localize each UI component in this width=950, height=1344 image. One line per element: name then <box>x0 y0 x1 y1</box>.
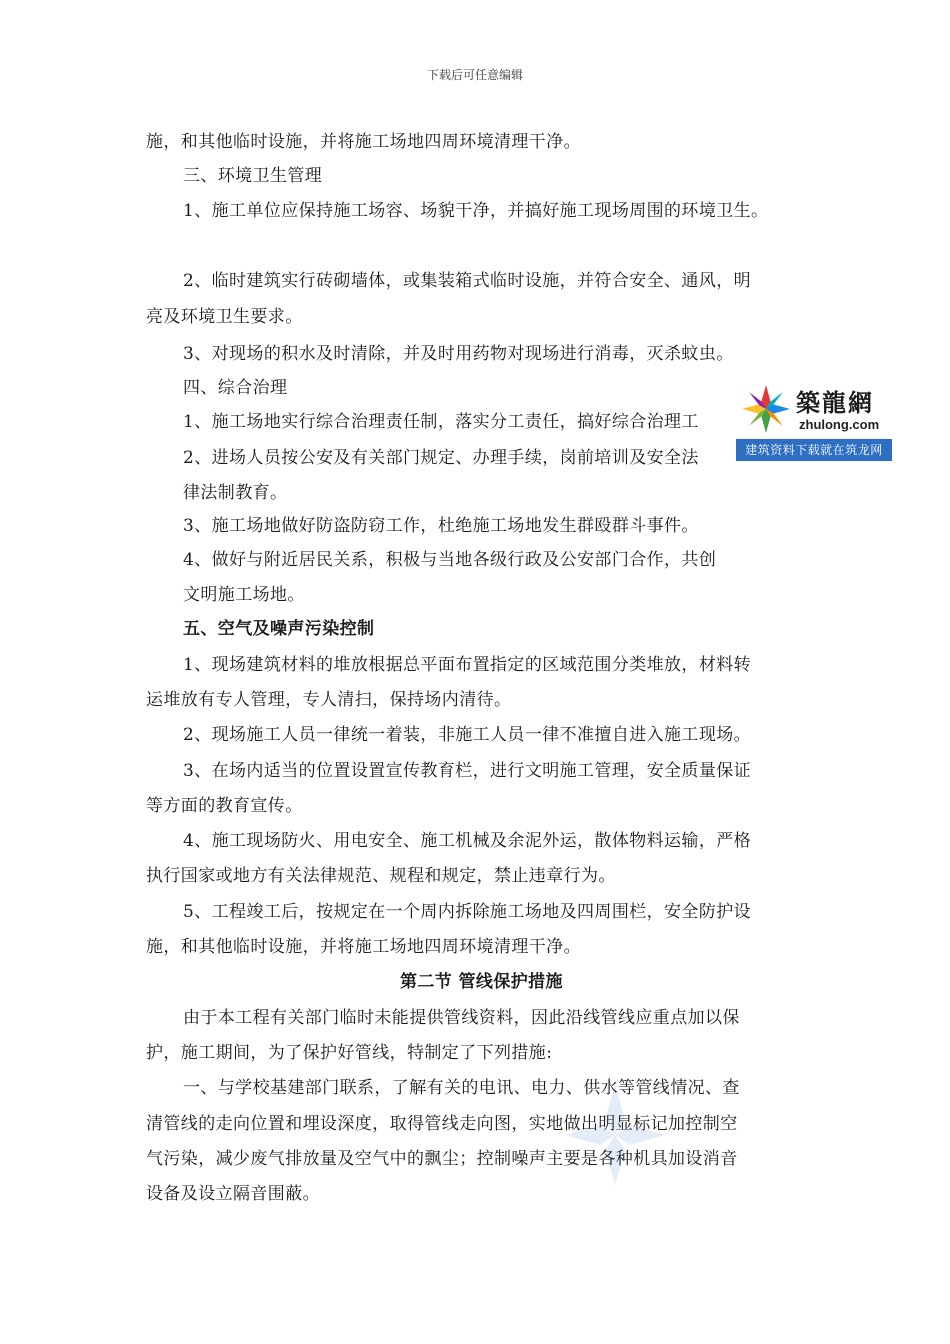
paragraph-line: 亮及环境卫生要求。 <box>146 307 303 327</box>
paragraph-line: 3、施工场地做好防盗防窃工作，杜绝施工场地发生群殴群斗事件。 <box>183 516 699 536</box>
paragraph-line: 1、施工单位应保持施工场容、场貌干净，并搞好施工现场周围的环境卫生。 <box>183 201 769 221</box>
paragraph-line: 3、在场内适当的位置设置宣传教育栏，进行文明施工管理，安全质量保证 <box>183 761 752 781</box>
paragraph-line: 1、现场建筑材料的堆放根据总平面布置指定的区域范围分类堆放，材料转 <box>183 655 752 675</box>
logo-domain-text: zhulong.com <box>799 417 880 432</box>
paragraph-line: 等方面的教育宣传。 <box>146 796 303 816</box>
paragraph-line: 文明施工场地。 <box>183 585 305 605</box>
paragraph-line: 3、对现场的积水及时清除，并及时用药物对现场进行消毒，灭杀蚊虫。 <box>183 344 734 364</box>
paragraph-line: 2、现场施工人员一律统一着装，非施工人员一律不准擅自进入施工现场。 <box>183 725 752 745</box>
paragraph-line: 4、施工现场防火、用电安全、施工机械及余泥外运，散体物料运输，严格 <box>183 831 752 851</box>
paragraph-line: 执行国家或地方有关法律规范、规程和规定，禁止违章行为。 <box>146 866 616 886</box>
section-heading: 四、综合治理 <box>183 378 288 398</box>
zhulong-snowflake-logo-icon <box>740 383 792 439</box>
paragraph-line: 1、施工场地实行综合治理责任制，落实分工责任，搞好综合治理工 <box>183 412 699 432</box>
paragraph-line: 由于本工程有关部门临时未能提供管线资料，因此沿线管线应重点加以保 <box>183 1008 740 1028</box>
paragraph-line: 气污染，减少废气排放量及空气中的飘尘；控制噪声主要是各种机具加设消音 <box>146 1149 738 1169</box>
section-heading: 三、环境卫生管理 <box>183 166 323 186</box>
paragraph-line: 一、与学校基建部门联系，了解有关的电讯、电力、供水等管线情况、查 <box>183 1078 740 1098</box>
zhulong-logo <box>736 379 892 461</box>
paragraph-line: 施，和其他临时设施，并将施工场地四周环境清理干净。 <box>146 132 581 152</box>
paragraph-line: 2、临时建筑实行砖砌墙体，或集装箱式临时设施，并符合安全、通风，明 <box>183 271 752 291</box>
paragraph-line: 4、做好与附近居民关系，积极与当地各级行政及公安部门合作，共创 <box>183 550 717 570</box>
paragraph-line: 清管线的走向位置和埋设深度，取得管线走向图，实地做出明显标记加控制空 <box>146 1114 738 1134</box>
logo-brand-text: 築龍網 <box>796 388 874 417</box>
paragraph-line: 律法制教育。 <box>183 483 288 503</box>
section-heading: 五、空气及噪声污染控制 <box>183 619 375 639</box>
paragraph-line: 运堆放有专人管理，专人清扫，保持场内清待。 <box>146 690 512 710</box>
page-header: 下载后可任意编辑 <box>426 68 523 82</box>
paragraph-line: 施，和其他临时设施，并将施工场地四周环境清理干净。 <box>146 937 581 957</box>
watermark-snowflake-icon <box>560 1080 670 1194</box>
paragraph-line: 5、工程竣工后，按规定在一个周内拆除施工场地及四周围栏，安全防护设 <box>183 902 752 922</box>
paragraph-line: 2、进场人员按公安及有关部门规定、办理手续，岗前培训及安全法 <box>183 448 699 468</box>
paragraph-line: 设备及设立隔音围蔽。 <box>146 1184 320 1204</box>
logo-banner: 建筑资料下载就在筑龙网 <box>736 439 892 461</box>
paragraph-line: 护，施工期间，为了保护好管线，特制定了下列措施: <box>146 1043 553 1063</box>
section-title: 第二节 管线保护措施 <box>400 972 563 992</box>
